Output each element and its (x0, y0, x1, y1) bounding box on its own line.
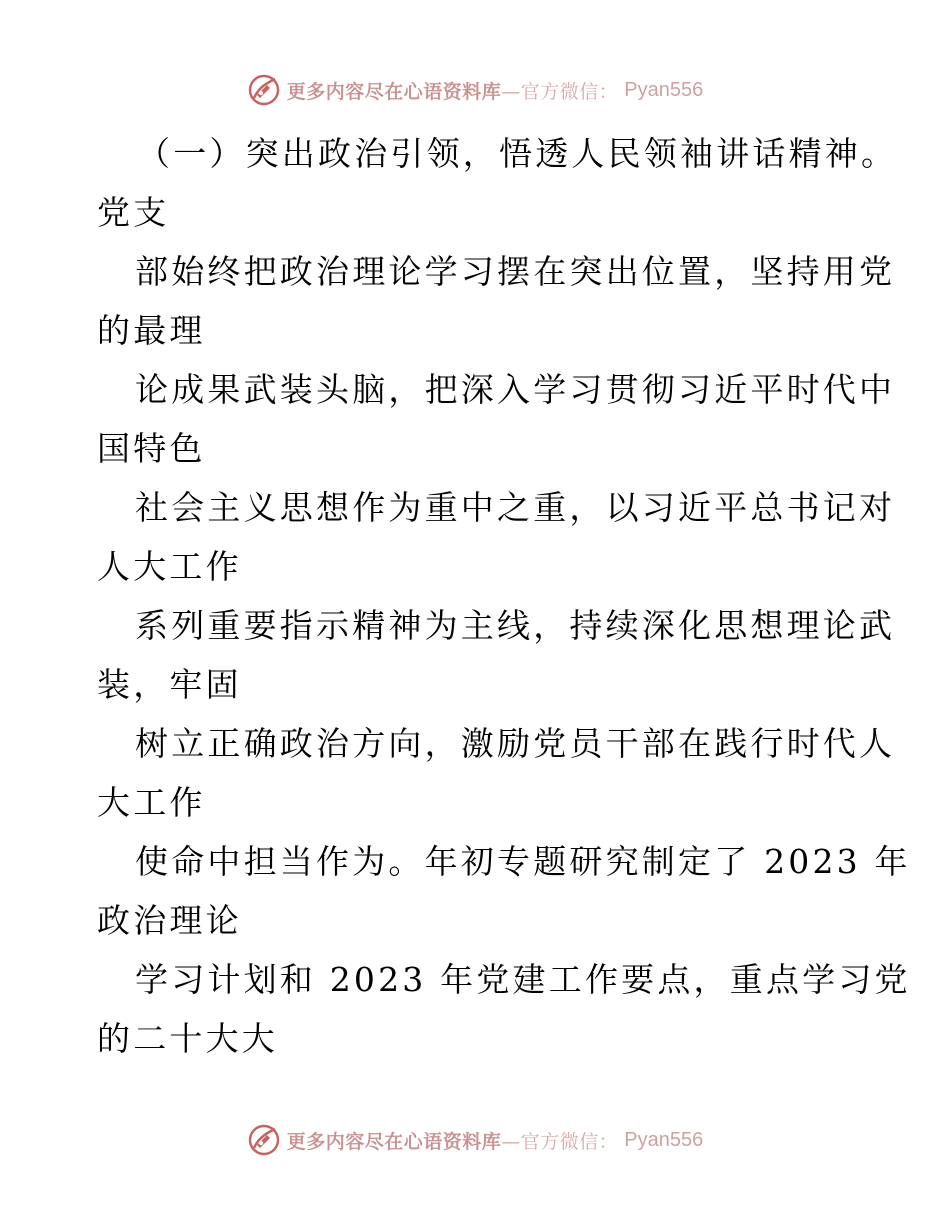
header-watermark (0, 70, 950, 110)
text-line: 人大工作 (97, 547, 242, 586)
text-line: （一）突出政治引领，悟透人民领袖讲话精神。 (137, 134, 898, 173)
footer-watermark (0, 1120, 950, 1160)
watermark-label: 更多内容尽在心语资料库—官方微信： (286, 1130, 619, 1153)
watermark-account: Pyan556 (624, 78, 704, 101)
watermark-account: Pyan556 (624, 1128, 704, 1151)
text-line: 政治理论 (97, 901, 242, 940)
text-line: 国特色 (97, 429, 206, 468)
text-line: 论成果武装头脑，把深入学习贯彻习近平时代中 (135, 370, 896, 409)
text-line: 的最理 (97, 311, 206, 350)
text-line: 树立正确政治方向，激励党员干部在践行时代人 (135, 724, 896, 763)
text-line: 的二十大大 (97, 1019, 278, 1058)
text-line: 系列重要指示精神为主线，持续深化思想理论武 (135, 606, 896, 645)
text-line: 大工作 (97, 783, 206, 822)
text-line: 社会主义思想作为重中之重，以习近平总书记对 (135, 488, 896, 527)
pen-logo-icon (247, 73, 281, 107)
text-line: 装，牢固 (97, 665, 242, 704)
text-line: 部始终把政治理论学习摆在突出位置，坚持用党 (135, 252, 896, 291)
pen-logo-icon (247, 1123, 281, 1157)
document-body (97, 124, 911, 1068)
watermark-label: 更多内容尽在心语资料库—官方微信： (286, 80, 619, 103)
text-line: 学习计划和 2023 年党建工作要点，重点学习党 (135, 960, 911, 999)
text-line: 使命中担当作为。年初专题研究制定了 2023 年 (135, 842, 911, 881)
text-line: 党支 (97, 193, 170, 232)
